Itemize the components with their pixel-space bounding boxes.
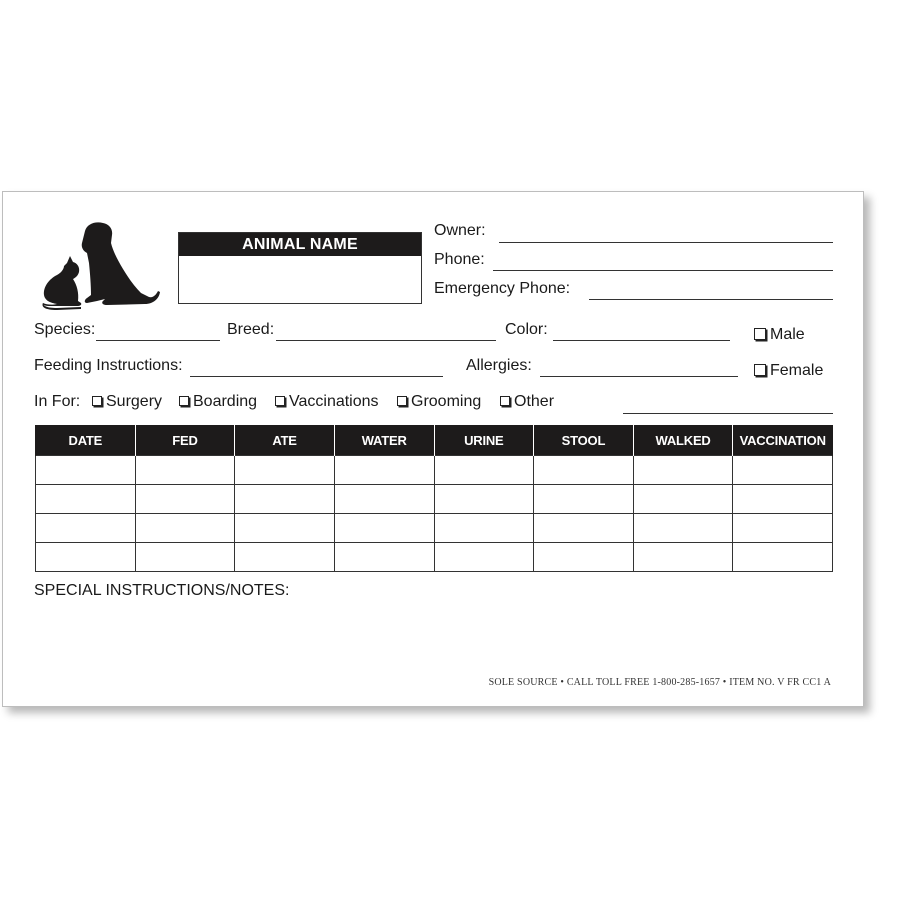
table-cell[interactable] <box>733 456 833 485</box>
in-for-other[interactable] <box>500 393 554 411</box>
surgery-label: Surgery <box>106 393 163 410</box>
in-for-surgery[interactable] <box>92 393 162 411</box>
kennel-card <box>2 191 864 707</box>
vaccinations-checkbox[interactable] <box>275 396 285 406</box>
column-header-fed: FED <box>135 425 235 456</box>
in-for-grooming[interactable] <box>397 393 481 411</box>
table-cell[interactable] <box>334 456 434 485</box>
table-cell[interactable] <box>633 456 733 485</box>
special-instructions-area[interactable] <box>34 604 834 664</box>
breed-field[interactable] <box>276 340 496 341</box>
table-cell[interactable] <box>534 456 634 485</box>
column-header-water: WATER <box>334 425 434 456</box>
grooming-label: Grooming <box>411 393 482 410</box>
female-checkbox[interactable] <box>754 364 766 376</box>
boarding-checkbox[interactable] <box>179 396 189 406</box>
male-checkbox[interactable] <box>754 328 766 340</box>
table-cell[interactable] <box>135 514 235 543</box>
table-cell[interactable] <box>334 543 434 572</box>
allergies-field[interactable] <box>540 376 738 377</box>
allergies-label: Allergies: <box>466 357 532 374</box>
table-cell[interactable] <box>36 456 136 485</box>
cat-and-dog-silhouette-icon <box>37 221 161 311</box>
table-cell[interactable] <box>36 514 136 543</box>
owner-field[interactable] <box>499 242 833 243</box>
column-header-walked: WALKED <box>633 425 733 456</box>
table-cell[interactable] <box>633 543 733 572</box>
in-for-boarding[interactable] <box>179 393 257 411</box>
table-row <box>36 543 833 572</box>
table-cell[interactable] <box>534 514 634 543</box>
table-cell[interactable] <box>235 485 335 514</box>
table-cell[interactable] <box>334 514 434 543</box>
table-cell[interactable] <box>434 543 534 572</box>
table-cell[interactable] <box>534 543 634 572</box>
other-label: Other <box>514 393 555 410</box>
table-cell[interactable] <box>733 543 833 572</box>
table-cell[interactable] <box>434 456 534 485</box>
table-cell[interactable] <box>334 485 434 514</box>
male-option[interactable] <box>754 326 805 344</box>
table-cell[interactable] <box>235 456 335 485</box>
feeding-instructions-label: Feeding Instructions: <box>34 357 183 374</box>
table-row <box>36 514 833 543</box>
animal-name-field[interactable] <box>179 256 421 301</box>
column-header-date: DATE <box>36 425 136 456</box>
table-cell[interactable] <box>733 514 833 543</box>
owner-label: Owner: <box>434 222 486 239</box>
footer-imprint: SOLE SOURCE • CALL TOLL FREE 1-800-285-1657 • ITEM NO. V FR CC1 A <box>488 677 831 688</box>
table-cell[interactable] <box>36 543 136 572</box>
boarding-label: Boarding <box>193 393 258 410</box>
color-label: Color: <box>505 321 548 338</box>
care-log-table <box>35 425 833 572</box>
column-header-stool: STOOL <box>534 425 634 456</box>
column-header-urine: URINE <box>434 425 534 456</box>
color-field[interactable] <box>553 340 730 341</box>
table-cell[interactable] <box>733 485 833 514</box>
female-label: Female <box>770 362 824 379</box>
table-row <box>36 456 833 485</box>
male-label: Male <box>770 326 805 343</box>
table-row <box>36 485 833 514</box>
table-header-row <box>36 425 833 456</box>
breed-label: Breed: <box>227 321 275 338</box>
table-cell[interactable] <box>633 514 733 543</box>
table-cell[interactable] <box>235 543 335 572</box>
species-label: Species: <box>34 321 96 338</box>
table-cell[interactable] <box>633 485 733 514</box>
table-cell[interactable] <box>434 485 534 514</box>
column-header-vaccination: VACCINATION <box>733 425 833 456</box>
table-cell[interactable] <box>135 456 235 485</box>
table-cell[interactable] <box>135 543 235 572</box>
table-cell[interactable] <box>36 485 136 514</box>
table-cell[interactable] <box>434 514 534 543</box>
special-instructions-label: SPECIAL INSTRUCTIONS/NOTES: <box>34 582 290 599</box>
animal-name-box <box>178 232 422 304</box>
feeding-instructions-field[interactable] <box>190 376 443 377</box>
animal-name-label: ANIMAL NAME <box>179 233 421 256</box>
species-field[interactable] <box>96 340 220 341</box>
emergency-phone-label: Emergency Phone: <box>434 280 571 297</box>
grooming-checkbox[interactable] <box>397 396 407 406</box>
other-checkbox[interactable] <box>500 396 510 406</box>
table-cell[interactable] <box>135 485 235 514</box>
other-field[interactable] <box>623 413 833 414</box>
emergency-phone-field[interactable] <box>589 299 833 300</box>
table-cell[interactable] <box>534 485 634 514</box>
vaccinations-label: Vaccinations <box>289 393 379 410</box>
phone-label: Phone: <box>434 251 485 268</box>
phone-field[interactable] <box>493 270 833 271</box>
table-cell[interactable] <box>235 514 335 543</box>
female-option[interactable] <box>754 362 823 380</box>
in-for-vaccinations[interactable] <box>275 393 379 411</box>
column-header-ate: ATE <box>235 425 335 456</box>
in-for-label: In For: <box>34 393 81 410</box>
surgery-checkbox[interactable] <box>92 396 102 406</box>
